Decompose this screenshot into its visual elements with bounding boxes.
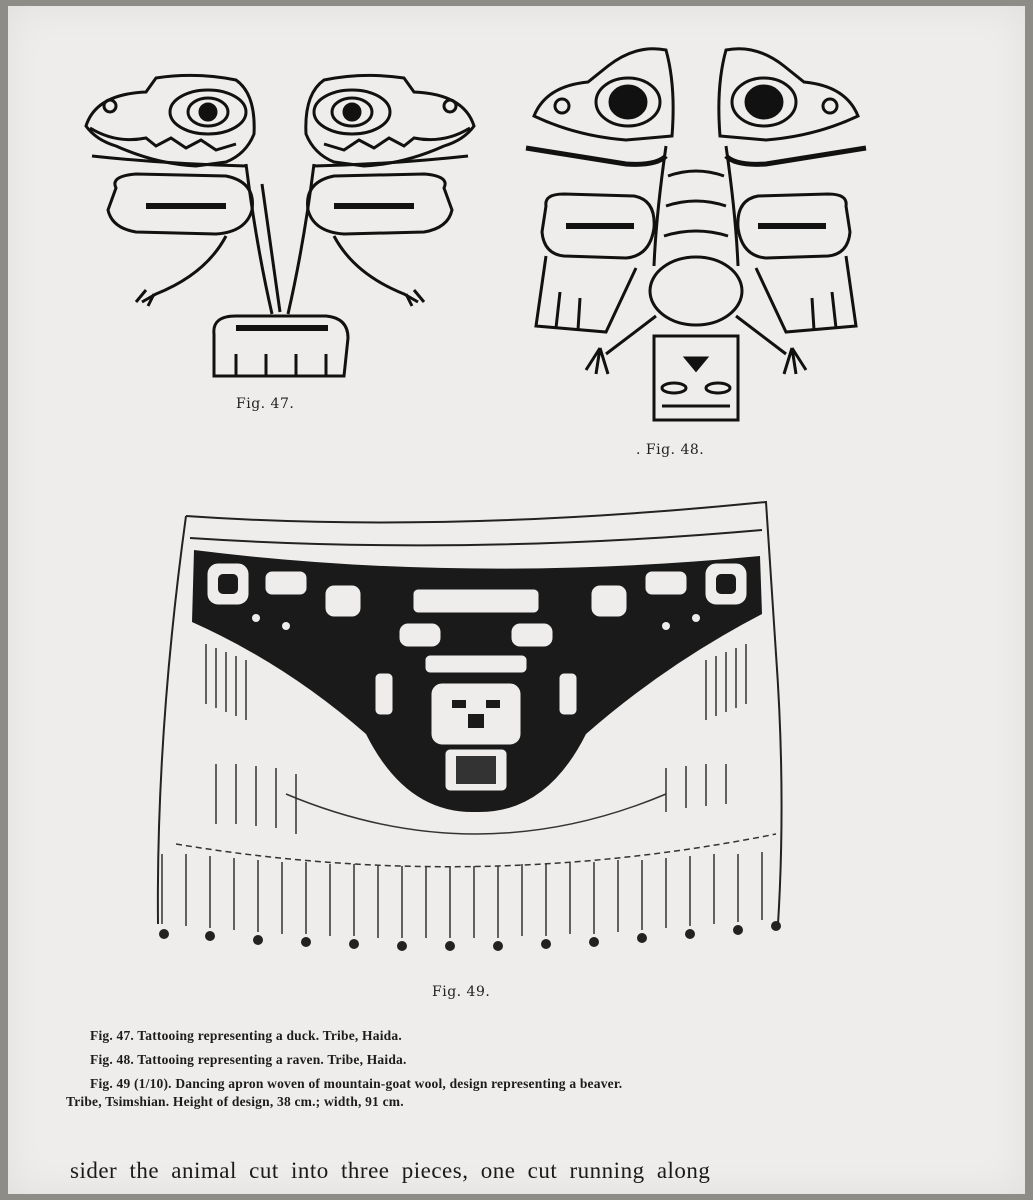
caption-fig-49: Fig. 49 (1/10). Dancing apron woven of mountain-goat wool, design representing a beaver. [90,1076,623,1091]
fig-48-raven-drawing [516,36,876,436]
fig-49-apron-drawing [146,494,806,964]
fig-47-label: Fig. 47. [236,396,295,412]
body-text-line: sider the animal cut into three pieces, one cut running along [70,1158,711,1183]
caption-fig-47: Fig. 47. Tattooing representing a duck. Tribe, Haida. [90,1028,402,1043]
caption-fig-48: Fig. 48. Tattooing representing a raven. Tribe, Haida. [90,1052,407,1067]
fig-48-label: . Fig. 48. [636,442,705,458]
fig-47-duck-drawing [76,64,486,394]
fig-49-label: Fig. 49. [432,984,491,1000]
caption-fig-49-continued: Tribe, Tsimshian. Height of design, 38 cm.; width, 91 cm. [66,1094,404,1109]
book-page [8,6,1025,1194]
